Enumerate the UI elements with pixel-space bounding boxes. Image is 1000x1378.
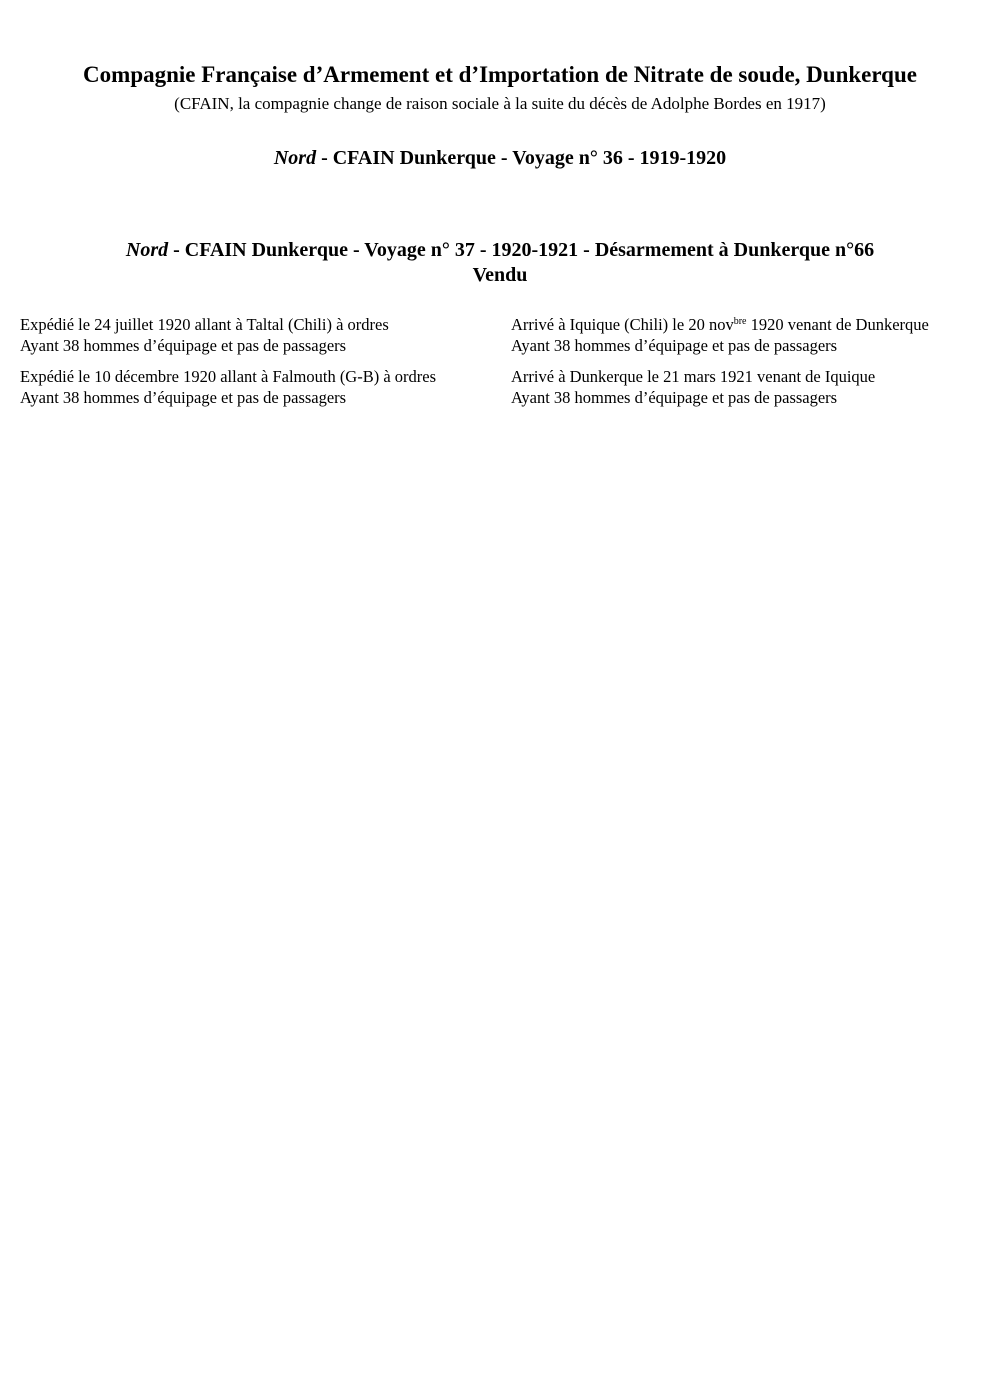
leg-1-arrival-month-sup: bre [733, 316, 747, 327]
voyage-37-heading [0, 237, 1000, 263]
leg-1-arrival [511, 314, 929, 356]
voyage-36-heading-text: - CFAIN Dunkerque - Voyage n° 36 - 1919-1920 [316, 147, 727, 169]
voyage-37-heading-text: - CFAIN Dunkerque - Voyage n° 37 - 1920-1921 - Désarmement à Dunkerque n°66 [168, 239, 875, 261]
company-title: Compagnie Française d’Armement et d’Importation de Nitrate de soude, Dunkerque [83, 62, 917, 87]
voyage-36-ship-name: Nord [273, 147, 317, 169]
leg-1-arrival-line [511, 314, 929, 335]
leg-2-arrival-line: Arrivé à Dunkerque le 21 mars 1921 venant de Iquique [511, 367, 876, 386]
leg-2-departure-line: Expédié le 10 décembre 1920 allant à Falmouth (G-B) à ordres [20, 367, 437, 386]
leg-1-departure [20, 314, 389, 356]
voyage-37-ship-name: Nord [125, 239, 169, 261]
leg-2-arrival-crew: Ayant 38 hommes d’équipage et pas de passagers [511, 388, 838, 407]
leg-2-arrival [511, 366, 875, 408]
leg-1-departure-crew: Ayant 38 hommes d’équipage et pas de passagers [20, 336, 347, 355]
leg-1-arrival-text-after: 1920 venant de Dunkerque [746, 315, 929, 334]
leg-1-arrival-crew: Ayant 38 hommes d’équipage et pas de passagers [511, 336, 838, 355]
voyage-37-status: Vendu [472, 264, 528, 286]
leg-1-arrival-text-before: Arrivé à Iquique (Chili) le 20 nov [511, 315, 734, 334]
company-subtitle: (CFAIN, la compagnie change de raison sociale à la suite du décès de Adolphe Bordes en 1917) [174, 94, 826, 113]
leg-1-departure-line: Expédié le 24 juillet 1920 allant à Taltal (Chili) à ordres [20, 315, 389, 334]
leg-2-departure-crew: Ayant 38 hommes d’équipage et pas de passagers [20, 388, 347, 407]
voyage-36-heading [0, 145, 1000, 171]
leg-2-departure [20, 366, 436, 408]
